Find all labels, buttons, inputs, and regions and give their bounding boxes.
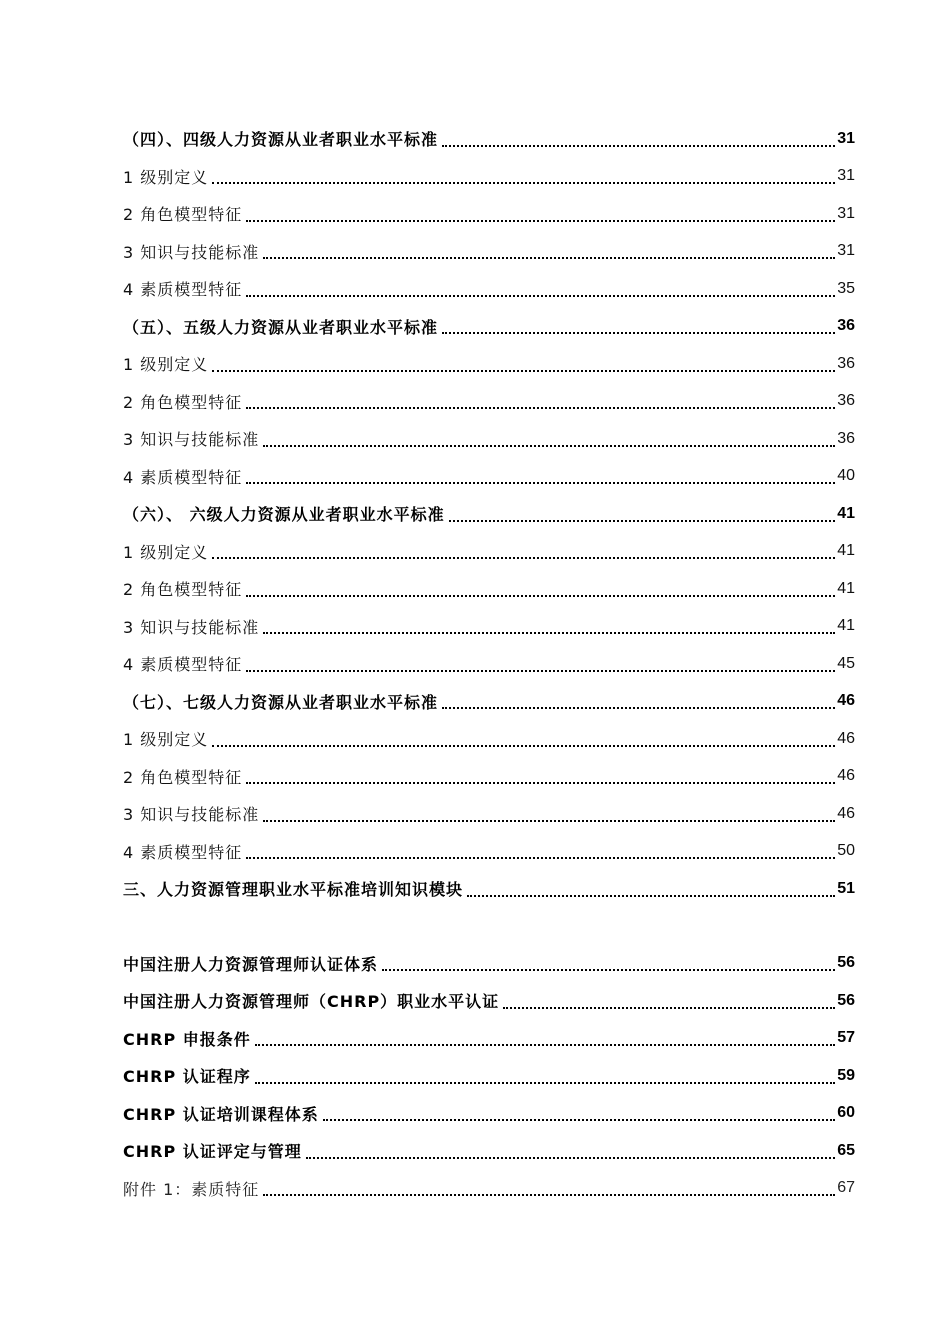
toc-subentry[interactable] — [123, 533, 855, 571]
toc-subentry[interactable] — [123, 383, 855, 421]
toc-entry-title: 4 素质模型特征 — [123, 467, 243, 487]
toc-entry-title: 附件 1：素质特征 — [123, 1179, 260, 1199]
toc-subentry[interactable] — [123, 645, 855, 683]
toc-entry-title: CHRP 认证培训课程体系 — [123, 1104, 319, 1124]
toc-subentry[interactable] — [123, 195, 855, 233]
dot-leader — [212, 745, 835, 747]
toc-chrp-entry[interactable] — [123, 1057, 855, 1095]
dot-leader — [263, 257, 835, 259]
toc-page-number: 31 — [837, 204, 855, 222]
dot-leader — [255, 1044, 835, 1046]
toc-page-number: 57 — [837, 1029, 855, 1047]
dot-leader — [263, 1194, 835, 1196]
toc-page-number: 59 — [837, 1066, 855, 1084]
toc-page-number: 40 — [837, 467, 855, 485]
dot-leader — [442, 145, 835, 147]
toc-entry-title: 1 级别定义 — [123, 167, 209, 187]
toc-entry-title: 2 角色模型特征 — [123, 767, 243, 787]
toc-page-number: 51 — [837, 879, 855, 897]
toc-entry-title: 1 级别定义 — [123, 542, 209, 562]
toc-entry-title: 中国注册人力资源管理师认证体系 — [123, 954, 379, 974]
toc-page-number: 35 — [837, 279, 855, 297]
toc-chrp-entry[interactable] — [123, 1095, 855, 1133]
dot-leader — [306, 1157, 835, 1159]
toc-page-number: 56 — [837, 991, 855, 1009]
toc-entry-title: （七）、七级人力资源从业者职业水平标准 — [123, 692, 439, 712]
toc-page-number: 31 — [837, 242, 855, 260]
toc-chrp-entry[interactable] — [123, 982, 855, 1020]
dot-leader — [323, 1119, 835, 1121]
toc-page-number: 36 — [837, 392, 855, 410]
toc-entry-title: 3 知识与技能标准 — [123, 805, 260, 825]
toc-subentry[interactable] — [123, 570, 855, 608]
dot-leader — [212, 370, 835, 372]
dot-leader — [246, 295, 835, 297]
toc-subentry[interactable] — [123, 608, 855, 646]
toc-subentry[interactable] — [123, 833, 855, 871]
toc-entry-title: 2 角色模型特征 — [123, 580, 243, 600]
toc-section-heading[interactable] — [123, 683, 855, 721]
toc-page-number: 46 — [837, 767, 855, 785]
toc-section-heading[interactable] — [123, 120, 855, 158]
dot-leader — [212, 557, 835, 559]
toc-entry-title: 1 级别定义 — [123, 730, 209, 750]
toc-entry-title: （四）、四级人力资源从业者职业水平标准 — [123, 130, 439, 150]
toc-subentry[interactable] — [123, 758, 855, 796]
dot-leader — [246, 482, 835, 484]
toc-page-number: 41 — [837, 504, 855, 522]
dot-leader — [246, 782, 835, 784]
dot-leader — [442, 707, 835, 709]
toc-subentry[interactable] — [123, 795, 855, 833]
toc-subentry[interactable] — [123, 158, 855, 196]
dot-leader — [263, 445, 835, 447]
toc-page-number: 41 — [837, 617, 855, 635]
toc-entry-title: 3 知识与技能标准 — [123, 617, 260, 637]
dot-leader — [246, 670, 835, 672]
toc-chrp-entry[interactable] — [123, 1020, 855, 1058]
dot-leader — [246, 407, 835, 409]
dot-leader — [212, 182, 835, 184]
toc-page-number: 46 — [837, 692, 855, 710]
toc-entry-title: 3 知识与技能标准 — [123, 430, 260, 450]
dot-leader — [246, 220, 835, 222]
toc-subentry[interactable] — [123, 420, 855, 458]
toc-page-number: 56 — [837, 954, 855, 972]
table-of-contents — [123, 120, 855, 1207]
toc-subentry[interactable] — [123, 720, 855, 758]
toc-entry-title: 4 素质模型特征 — [123, 842, 243, 862]
toc-page-number: 36 — [837, 354, 855, 372]
toc-entry-title: 2 角色模型特征 — [123, 205, 243, 225]
dot-leader — [382, 969, 835, 971]
dot-leader — [246, 857, 835, 859]
toc-appendix-entry[interactable] — [123, 1170, 855, 1208]
toc-subentry[interactable] — [123, 458, 855, 496]
toc-page-number: 46 — [837, 804, 855, 822]
toc-page-number: 41 — [837, 542, 855, 560]
toc-entry-title: 3 知识与技能标准 — [123, 242, 260, 262]
toc-page-number: 67 — [837, 1179, 855, 1197]
toc-entry-title: 2 角色模型特征 — [123, 392, 243, 412]
toc-page-number: 45 — [837, 654, 855, 672]
toc-subentry[interactable] — [123, 233, 855, 271]
toc-page-number: 36 — [837, 317, 855, 335]
toc-chrp-entry[interactable] — [123, 1132, 855, 1170]
toc-entry-title: 三、人力资源管理职业水平标准培训知识模块 — [123, 880, 464, 900]
toc-page-number: 31 — [837, 129, 855, 147]
dot-leader — [503, 1007, 835, 1009]
toc-page-number: 60 — [837, 1104, 855, 1122]
blank-line — [123, 908, 855, 945]
dot-leader — [246, 595, 835, 597]
toc-page-number: 36 — [837, 429, 855, 447]
toc-entry-title: （六）、 六级人力资源从业者职业水平标准 — [123, 505, 445, 525]
toc-entry-title: 4 素质模型特征 — [123, 280, 243, 300]
toc-page-number: 65 — [837, 1141, 855, 1159]
toc-subentry[interactable] — [123, 270, 855, 308]
dot-leader — [263, 632, 835, 634]
toc-entry-title: 1 级别定义 — [123, 355, 209, 375]
toc-section-heading[interactable] — [123, 308, 855, 346]
dot-leader — [255, 1082, 835, 1084]
toc-chrp-entry[interactable] — [123, 945, 855, 983]
dot-leader — [263, 820, 835, 822]
toc-page-number: 50 — [837, 842, 855, 860]
toc-entry-title: CHRP 认证程序 — [123, 1067, 251, 1087]
toc-entry-title: 4 素质模型特征 — [123, 655, 243, 675]
toc-entry-title: CHRP 申报条件 — [123, 1029, 251, 1049]
dot-leader — [449, 520, 836, 522]
toc-page-number: 46 — [837, 729, 855, 747]
toc-entry-title: 中国注册人力资源管理师（CHRP）职业水平认证 — [123, 992, 500, 1012]
toc-page-number: 41 — [837, 579, 855, 597]
toc-entry-title: （五）、五级人力资源从业者职业水平标准 — [123, 317, 439, 337]
toc-chapter-heading[interactable] — [123, 870, 855, 908]
toc-section-heading[interactable] — [123, 495, 855, 533]
dot-leader — [442, 332, 835, 334]
toc-entry-title: CHRP 认证评定与管理 — [123, 1142, 302, 1162]
toc-page-number: 31 — [837, 167, 855, 185]
toc-subentry[interactable] — [123, 345, 855, 383]
dot-leader — [467, 895, 835, 897]
